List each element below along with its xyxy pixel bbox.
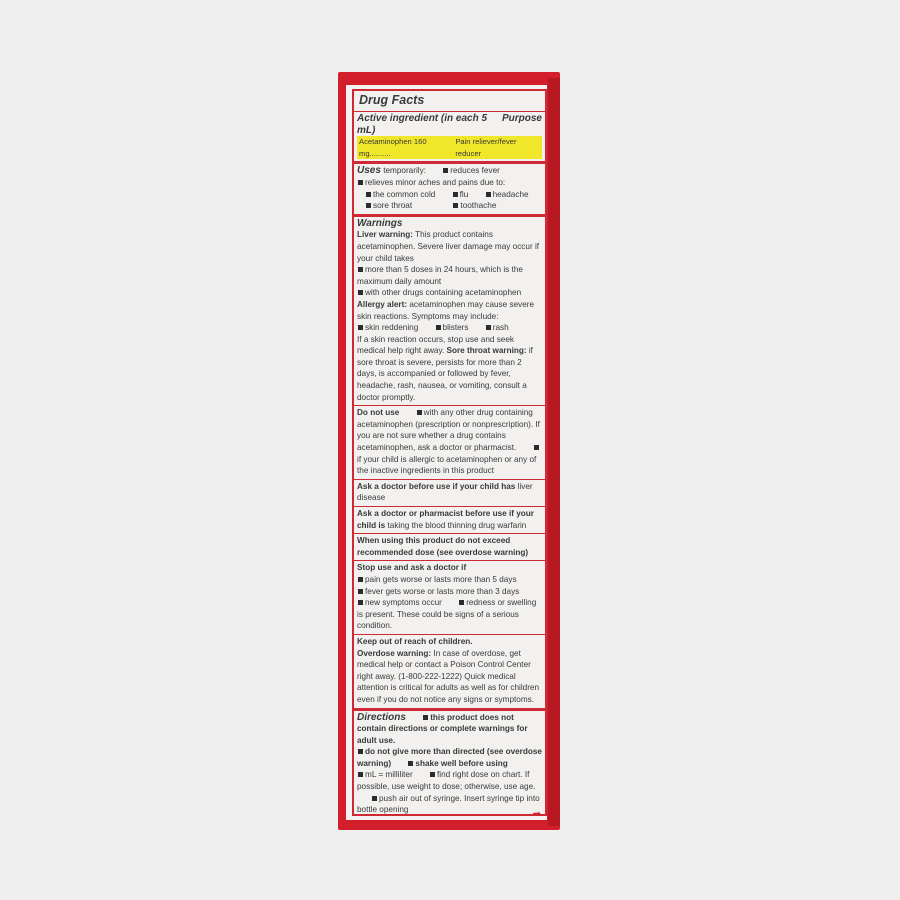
active-ingredient-row <box>357 136 542 159</box>
ingredient-dots: .......... <box>369 148 391 158</box>
bullet-icon <box>408 761 413 766</box>
bullet-icon <box>534 445 539 450</box>
bullet-icon <box>358 325 363 330</box>
when-using-section <box>354 534 545 561</box>
ask-pharmacist-section <box>354 507 545 534</box>
ask-pharmacist-text: taking the blood thinning drug warfarin <box>387 520 527 530</box>
do-not-use-text-2: if your child is allergic to acetaminophen or any of the inactive ingredients in this product <box>357 454 537 476</box>
bullet-icon <box>366 192 371 197</box>
uses-item-1: reduces fever <box>450 166 500 176</box>
uses-item-6: sore throat <box>373 201 413 211</box>
bullet-icon <box>372 796 377 801</box>
bullet-icon <box>486 325 491 330</box>
bullet-icon <box>358 749 363 754</box>
bullet-icon <box>366 203 371 208</box>
sore-throat-text: if sore throat is severe, persists for more than 2 days, is accompanied or followed by fever, headache, rash, nausea, or vomiting, consult a doctor promptly. <box>357 346 533 402</box>
liver-item-2: with other drugs containing acetaminophen <box>365 288 522 298</box>
do-not-use-text-1: with any other drug containing acetaminophen (prescription or nonprescription). If you are not sure whether a drug contains acetaminophen, ask a doctor or pharmacist. <box>357 408 540 453</box>
when-using-label: When using this product do not exceed recommended dose (see overdose warning) <box>357 536 529 557</box>
liver-warning-label: Liver warning: <box>357 230 413 240</box>
warnings-section <box>354 217 545 407</box>
symptom-2: blisters <box>442 323 469 333</box>
uses-section <box>354 164 545 216</box>
active-ingredient-section <box>354 112 545 164</box>
bullet-icon <box>358 180 363 185</box>
overdose-warning-text: In case of overdose, get medical help or contact a Poison Control Center right away. (1-800-222-1222) Quick medical attention is critical for adults as well as for children even if you do not notice any signs or symptoms. <box>357 648 540 704</box>
stop-item-2: fever gets worse or lasts more than 3 days <box>365 586 520 596</box>
uses-item-3: the common cold <box>373 189 436 199</box>
directions-item-5: find right dose on chart. If possible, use weight to dose; otherwise, use age. <box>357 770 536 792</box>
bullet-icon <box>486 192 491 197</box>
uses-intro: temporarily: <box>383 166 426 176</box>
bullet-icon <box>358 772 363 777</box>
bullet-icon <box>430 772 435 777</box>
overdose-warning-label: Overdose warning: <box>357 648 432 658</box>
ingredient-purpose: Pain reliever/fever reducer <box>455 137 517 158</box>
directions-item-3: shake well before using <box>415 758 508 768</box>
bullet-icon <box>443 168 448 173</box>
ask-doctor-section <box>354 480 545 507</box>
do-not-use-section <box>354 406 545 480</box>
bullet-icon <box>358 589 363 594</box>
liver-item-1: more than 5 doses in 24 hours, which is the maximum daily amount <box>357 265 523 286</box>
directions-section <box>354 711 545 826</box>
directions-heading: Directions <box>357 711 406 723</box>
bullet-icon <box>417 410 422 415</box>
do-not-use-label: Do not use <box>357 408 400 418</box>
purpose-heading: Purpose <box>501 113 542 124</box>
directions-item-4: mL = milliliter <box>365 770 413 780</box>
keep-out-label: Keep out of reach of children. <box>357 636 473 646</box>
symptom-1: skin reddening <box>365 323 419 333</box>
keep-out-section <box>354 635 545 711</box>
sore-throat-label: Sore throat warning: <box>446 346 527 356</box>
uses-item-7: toothache <box>460 201 497 211</box>
drug-facts-label <box>352 89 547 820</box>
allergy-followup-text: If a skin reaction occurs, stop use and seek medical help right away. <box>357 334 515 356</box>
stop-item-4: redness or swelling is present. <box>357 598 537 619</box>
bullet-icon <box>358 290 363 295</box>
arrow-right-icon: ➡ <box>532 808 541 820</box>
bullet-icon <box>436 325 441 330</box>
ask-pharmacist-label: Ask a doctor or pharmacist before use if your child is <box>357 509 534 530</box>
directions-item-1: this product does not contain directions or complete warnings for adult use. <box>357 712 528 745</box>
active-ingredient-heading: Active ingredient (in each 5 mL) <box>357 113 488 136</box>
bullet-icon <box>423 715 428 720</box>
drug-facts-title-section <box>354 91 545 112</box>
stop-use-label: Stop use and ask a doctor if <box>357 563 467 573</box>
ask-doctor-text: liver disease <box>357 481 533 503</box>
directions-item-2: do not give more than directed (see overdose warning) <box>357 747 542 768</box>
liver-warning-text: This product contains acetaminophen. Severe liver damage may occur if your child takes <box>357 230 540 263</box>
bullet-icon <box>453 203 458 208</box>
stop-item-3: new symptoms occur <box>365 598 442 608</box>
carton-side-shadow <box>548 78 560 826</box>
stop-use-text: These could be signs of a serious condition. <box>357 609 519 631</box>
allergy-alert-label: Allergy alert: <box>357 299 408 309</box>
uses-item-2: relieves minor aches and pains due to: <box>365 177 506 187</box>
bullet-icon <box>358 600 363 605</box>
bullet-icon <box>358 267 363 272</box>
drug-facts-title: Drug Facts <box>359 93 425 107</box>
bullet-icon <box>459 600 464 605</box>
uses-heading: Uses <box>357 165 381 177</box>
ask-doctor-label: Ask a doctor before use if your child has <box>357 481 516 491</box>
stop-use-section <box>354 561 545 635</box>
uses-item-4: flu <box>459 189 469 199</box>
stop-item-1: pain gets worse or lasts more than 5 days <box>365 574 517 584</box>
warnings-heading: Warnings <box>357 217 403 229</box>
ingredient-name: Acetaminophen 160 mg <box>359 137 427 158</box>
directions-item-6: push air out of syringe. Insert syringe tip into bottle opening <box>357 793 540 815</box>
bullet-icon <box>358 577 363 582</box>
uses-item-5: headache <box>492 189 529 199</box>
bullet-icon <box>453 192 458 197</box>
symptom-3: rash <box>492 323 509 333</box>
allergy-alert-text: acetaminophen may cause severe skin reactions. Symptoms may include: <box>357 299 535 321</box>
active-ingredient-header <box>357 113 542 136</box>
